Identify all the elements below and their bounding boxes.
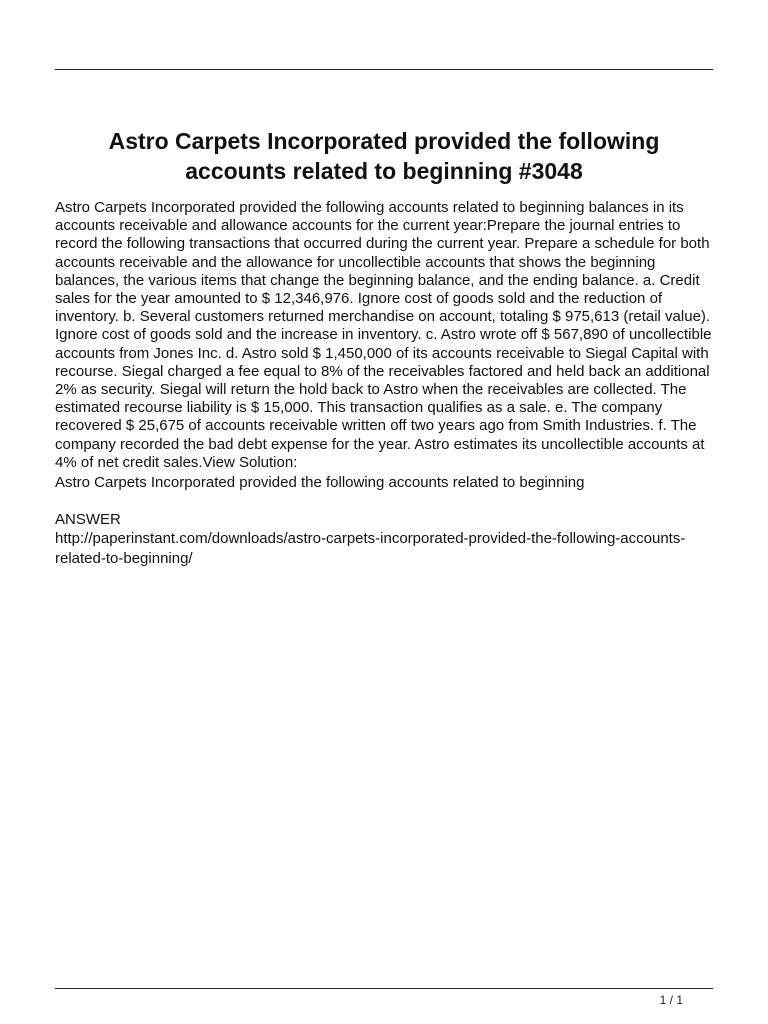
document-title [55,126,713,186]
top-divider [55,69,713,70]
question-body: Astro Carpets Incorporated provided the following accounts related to beginning balances in its accounts receivable and allowance accounts for the current year:Prepare the journal entries to record the following transactions that occurred during the current year. Prepare a schedule for both accounts receivable and the allowance for uncollectible accounts that shows the beginning balances, the various items that change the beginning balance, and the ending balance. a. Credit sales for the year amounted to $ 12,346,976. Ignore cost of goods sold and the reduction of inventory. b. Several customers returned merchandise on account, totaling $ 975,613 (retail value). Ignore cost of goods sold and the increase in inventory. c. Astro wrote off $ 567,890 of uncollectible accounts from Jones Inc. d. Astro sold $ 1,450,000 of its accounts receivable to Siegal Capital with recourse. Siegal charged a fee equal to 8% of the receivables factored and held back an additional 2% as security. Siegal will return the hold back to Astro when the receivables are collected. The estimated recourse liability is $ 15,000. This transaction qualifies as a sale. e. The company recovered $ 25,675 of accounts receivable written off two years ago from Smith Industries. f. The company recorded the bad debt expense for the year. Astro estimates its uncollectible accounts at 4% of net credit sales.View Solution: [55,199,712,471]
answer-link[interactable] [55,529,715,569]
title-line-2: accounts related to beginning #3048 [185,158,583,184]
bottom-divider [55,988,713,989]
title-line-1: Astro Carpets Incorporated provided the following [108,128,660,154]
answer-url-line-1[interactable]: http://paperinstant.com/downloads/astro-carpets-incorporated-provided-the-following-accounts- [55,530,686,547]
answer-label: ANSWER [55,511,121,528]
reference-line: Astro Carpets Incorporated provided the following accounts related to beginning [55,474,585,491]
answer-url-line-2[interactable]: related-to-beginning/ [55,550,193,567]
page-number: 1 / 1 [659,993,683,1007]
